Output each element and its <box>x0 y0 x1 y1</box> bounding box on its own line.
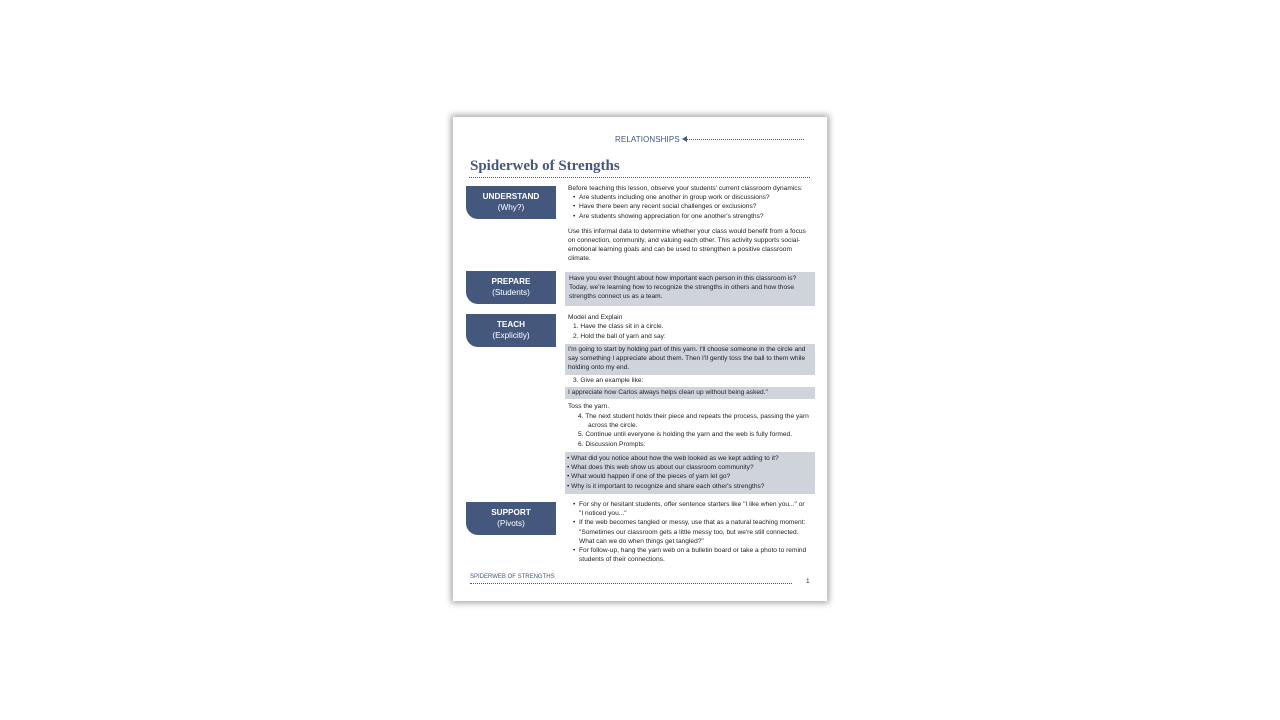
list-item: • Why is it important to recognize and share each other's strengths? <box>567 482 765 490</box>
page-title: Spiderweb of Strengths <box>470 158 620 174</box>
list-item: 6. Discussion Prompts: <box>578 440 646 448</box>
teach-toss: Toss the yarn. <box>568 403 610 410</box>
teach-step-2: 2. Hold the ball of yarn and say: <box>573 333 666 340</box>
prepare-box: Have you ever thought about how important each person in this classroom is? Today, we're learning how to recognize the strengths in others and how those strengths connect us as a team. <box>565 272 815 306</box>
teach-quote-2: I appreciate how Carlos always helps clean up without being asked." <box>565 387 815 399</box>
tab-support <box>466 502 556 535</box>
list-item: • For follow-up, hang the yarn web on a bulletin board or take a photo to remind students of their connections. <box>568 546 808 564</box>
teach-quote-1: I'm going to start by holding part of this yarn. I'll choose someone in the circle and say something I appreciate about them. Then I'll gently toss the ball to them while holding onto my end. <box>565 344 815 375</box>
tab-prepare <box>466 271 556 304</box>
tab-prepare-sub: (Students) <box>492 288 530 297</box>
list-item: • What did you notice about how the web looked as we kept adding to it? <box>567 455 779 462</box>
tab-teach-title: TEACH <box>496 320 526 329</box>
arrow-dotted-line-icon <box>686 139 804 140</box>
teach-prompts-box <box>565 452 815 494</box>
tab-prepare-title: PREPARE <box>491 277 531 286</box>
list-item: • What does this web show us about our classroom community? <box>567 464 754 472</box>
tab-understand-sub: (Why?) <box>497 203 525 212</box>
list-item: 4. The next student holds their piece and repeats the process, passing the yarn across the circle. <box>578 413 809 430</box>
footer-label: SPIDERWEB OF STRENGTHS <box>470 574 555 580</box>
understand-content <box>568 184 814 264</box>
tab-support-sub: (Pivots) <box>497 519 525 528</box>
page-number: 1 <box>806 578 810 585</box>
tab-understand <box>466 186 556 219</box>
understand-intro: Before teaching this lesson, observe your students' current classroom dynamics: <box>568 185 803 192</box>
teach-step-1: 1. Have the class sit in a circle. <box>573 323 664 330</box>
understand-list <box>568 193 814 221</box>
support-content <box>568 500 808 564</box>
tab-understand-title: UNDERSTAND <box>482 192 540 201</box>
tab-teach-sub: (Explicitly) <box>492 331 530 340</box>
list-item: • What would happen if one of the pieces of yarn let go? <box>567 473 731 481</box>
teach-heading: Model and Explain <box>568 314 623 321</box>
document-page <box>453 117 827 601</box>
section-header <box>615 135 804 144</box>
list-item: 5. Continue until everyone is holding the yarn and the web is fully formed. <box>578 431 793 439</box>
teach-step-3: 3. Give an example like: <box>573 377 644 384</box>
list-item: • Are students showing appreciation for one another's strengths? <box>568 212 814 221</box>
section-label: RELATIONSHIPS <box>615 135 680 144</box>
tab-teach <box>466 314 556 347</box>
list-item: • Have there been any recent social challenges or exclusions? <box>568 202 814 211</box>
list-item: • For shy or hesitant students, offer sentence starters like "I like when you..." or "I noticed you..." <box>568 500 808 518</box>
teach-steps-continued <box>573 412 813 449</box>
title-divider <box>469 177 810 178</box>
footer-divider <box>470 583 792 584</box>
understand-paragraph: Use this informal data to determine whether your class would benefit from a focus on connection, community, and valuing each other. This activity supports social-emotional learning goals and can be used to strengthen a positive classroom climate. <box>568 227 806 263</box>
tab-support-title: SUPPORT <box>491 508 531 517</box>
list-item: • If the web becomes tangled or messy, use that as a natural teaching moment: "Sometimes our classroom gets a little messy too, but we're still connected. What can we do when things get tangled?" <box>568 518 808 546</box>
list-item: • Are students including one another in group work or discussions? <box>568 193 814 202</box>
